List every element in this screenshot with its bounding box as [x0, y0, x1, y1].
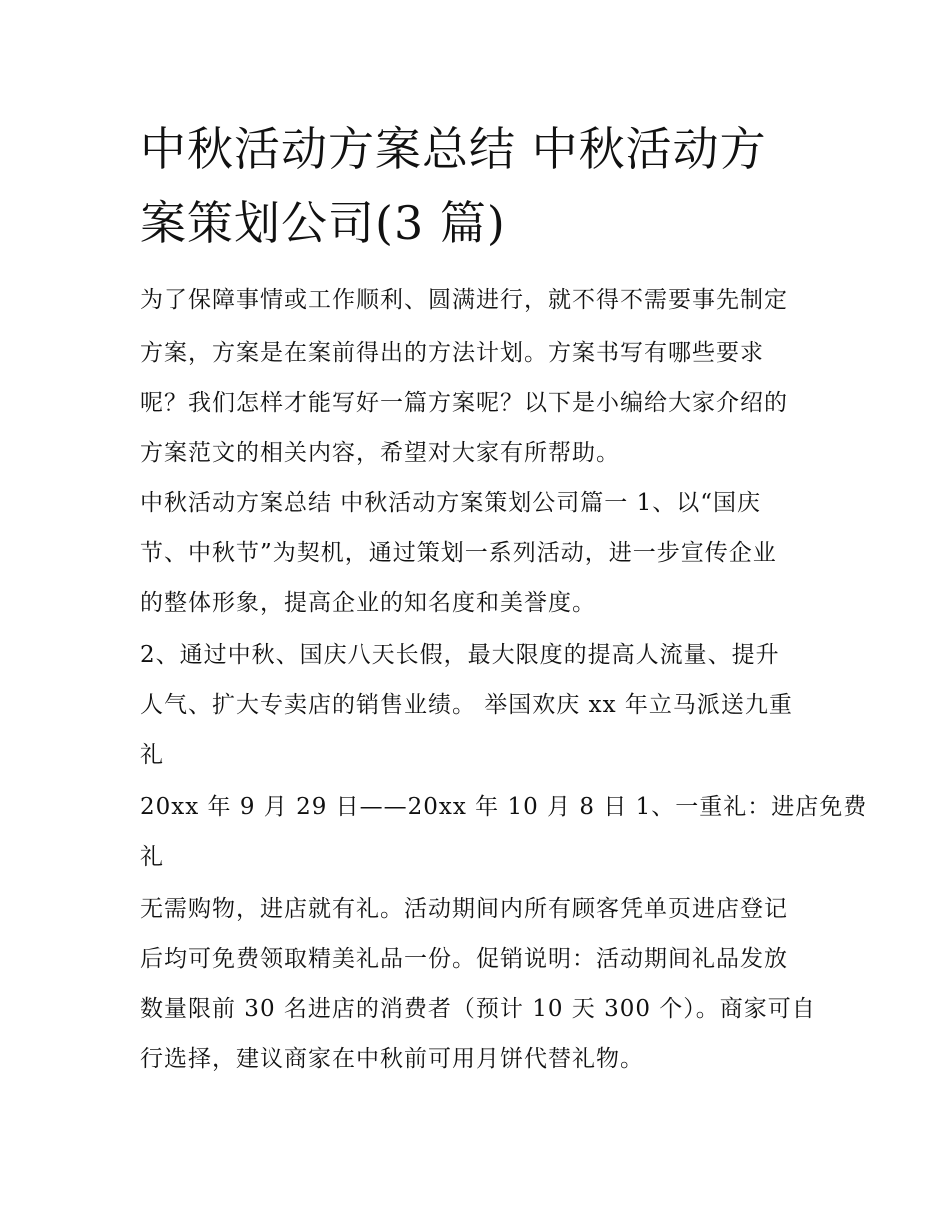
body-line-6: 节、中秋节”为契机，通过策划一系列活动，进一步宣传企业 [140, 540, 777, 566]
body-line-8: 2、通过中秋、国庆八天长假，最大限度的提高人流量、提升 [140, 642, 780, 668]
body-line-9: 人气、扩大专卖店的销售业绩。 举国欢庆 xx 年立马派送九重 [140, 692, 793, 718]
body-line-3: 呢？我们怎样才能写好一篇方案呢？以下是小编给大家介绍的 [140, 390, 788, 416]
body-line-2: 方案，方案是在案前得出的方法计划。方案书写有哪些要求 [140, 340, 764, 366]
body-line-5: 中秋活动方案总结 中秋活动方案策划公司篇一 1、以“国庆 [140, 490, 762, 516]
body-line-4: 方案范文的相关内容，希望对大家有所帮助。 [140, 440, 620, 466]
body-line-16: 行选择，建议商家在中秋前可用月饼代替礼物。 [140, 1046, 644, 1072]
body-line-13: 无需购物，进店就有礼。活动期间内所有顾客凭单页进店登记 [140, 896, 788, 922]
body-line-1: 为了保障事情或工作顺利、圆满进行，就不得不需要事先制定 [140, 287, 788, 313]
body-line-12: 礼 [140, 844, 164, 870]
body-line-14: 后均可免费领取精美礼品一份。促销说明：活动期间礼品发放 [140, 946, 788, 972]
document-title [140, 112, 830, 260]
body-line-7: 的整体形象，提高企业的知名度和美誉度。 [140, 590, 596, 616]
body-line-10: 礼 [140, 742, 164, 768]
body-line-11: 20xx 年 9 月 29 日——20xx 年 10 月 8 日 1、一重礼：进店免费 [140, 794, 868, 820]
title-line-2: 案策划公司(3 篇) [140, 196, 506, 250]
body-line-15: 数量限前 30 名进店的消费者（预计 10 天 300 个）。商家可自 [140, 996, 816, 1022]
title-line-1: 中秋活动方案总结 中秋活动方 [140, 122, 767, 176]
